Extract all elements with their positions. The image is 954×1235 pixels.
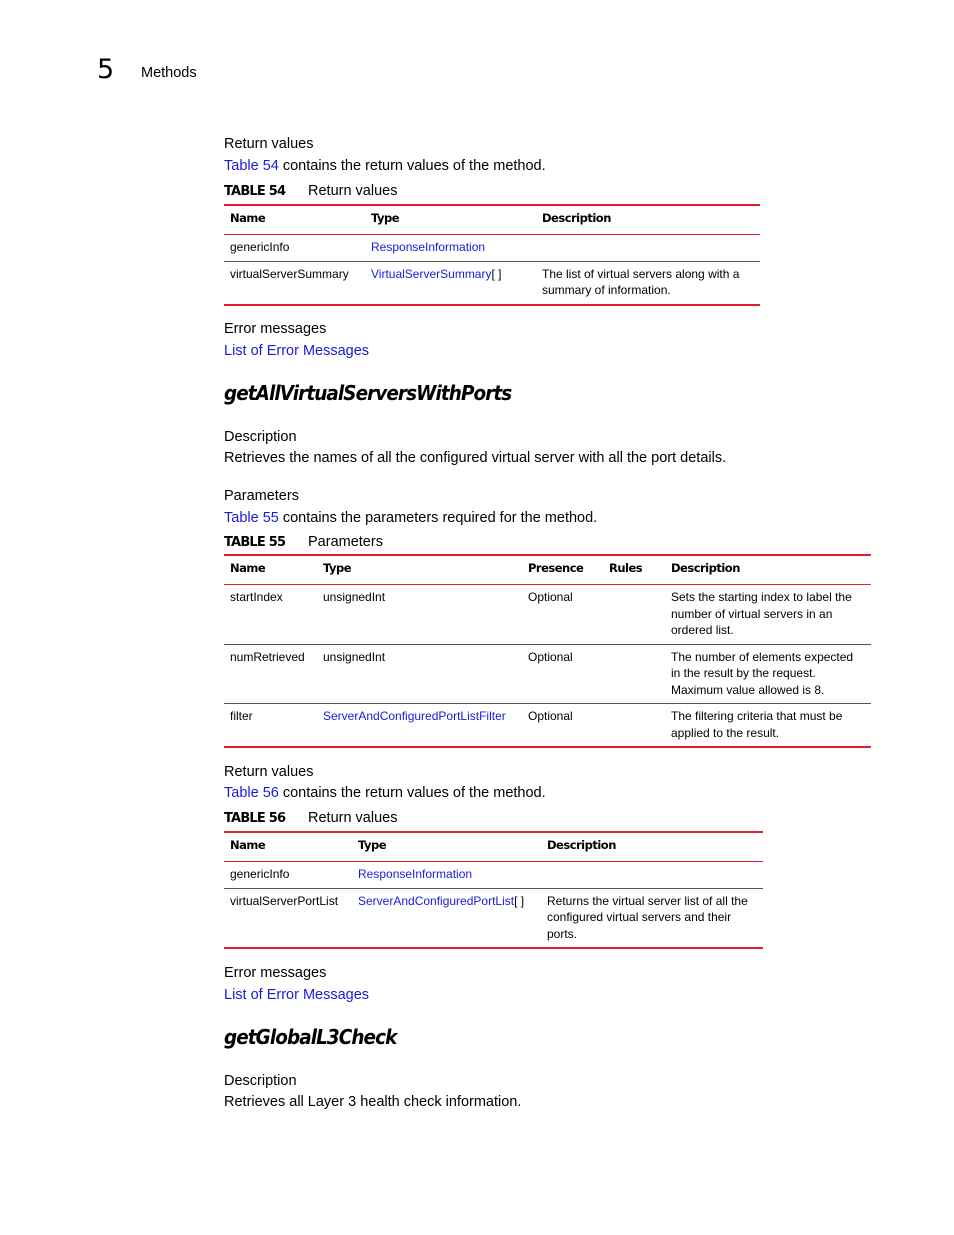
method-title: getAllVirtualServersWithPorts [224,381,512,405]
error-messages-link[interactable]: List of Error Messages [224,343,370,359]
type-link[interactable]: ServerAndConfiguredPortListFilter [323,709,506,723]
cell-type [352,862,541,889]
table-header-row [224,555,871,585]
cell-description: The list of virtual servers along with a summary of information. [536,261,760,305]
error-messages-heading: Error messages [224,965,327,981]
table-row [224,704,871,748]
table-title: Return values [308,183,398,199]
table-54 [224,204,760,306]
table-title: Return values [308,810,398,826]
cell-description: The number of elements expected in the result by the request. Maximum value allowed is 8. [665,644,871,704]
cell-rules [603,644,665,704]
column-header: Name [224,555,317,585]
error-messages-paragraph [224,343,369,359]
description-heading: Description [224,429,297,445]
table-56 [224,831,763,949]
table-row [224,862,763,889]
description-text: Retrieves the names of all the configured virtual server with all the port details. [224,450,727,466]
cell-type [365,235,536,262]
cell-rules [603,585,665,645]
column-header: Type [365,205,536,235]
column-header: Presence [522,555,603,585]
error-messages-paragraph [224,987,369,1003]
cell-description: Sets the starting index to label the number of virtual servers in an ordered list. [665,585,871,645]
column-header: Type [317,555,522,585]
cell-type [365,261,536,305]
cell-type [317,704,522,748]
cell-name: genericInfo [224,862,352,889]
cell-name: genericInfo [224,235,365,262]
intro-text: contains the parameters required for the method. [278,510,598,526]
type-link[interactable]: ServerAndConfiguredPortList [358,893,515,908]
cell-rules [603,704,665,748]
table-55-link[interactable]: Table 55 [224,510,279,526]
column-header: Description [536,205,760,235]
cell-description: Returns the virtual server list of all the configured virtual servers and their ports. [541,888,763,948]
table-row [224,644,871,704]
parameters-heading: Parameters [224,488,299,504]
description-heading: Description [224,1073,297,1089]
chapter-title: Methods [141,65,197,81]
return-values-intro [224,785,546,801]
table-title: Parameters [308,534,383,550]
table-54-caption [224,183,397,199]
table-56-link[interactable]: Table 56 [224,785,279,801]
table-label: TABLE 56 [224,811,286,826]
method-title: getGlobalL3Check [224,1025,397,1049]
table-55 [224,554,871,748]
table-header-row [224,205,760,235]
column-header: Name [224,205,365,235]
cell-presence: Optional [522,644,603,704]
cell-description [541,862,763,889]
error-messages-heading: Error messages [224,321,327,337]
cell-name: numRetrieved [224,644,317,704]
type-link[interactable]: ResponseInformation [358,867,473,881]
cell-presence: Optional [522,585,603,645]
table-header-row [224,832,763,862]
column-header: Type [352,832,541,862]
table-row [224,585,871,645]
cell-name: virtualServerSummary [224,261,365,305]
cell-name: filter [224,704,317,748]
return-values-heading: Return values [224,764,314,780]
column-header: Description [541,832,763,862]
cell-presence: Optional [522,704,603,748]
description-text: Retrieves all Layer 3 health check information. [224,1094,522,1110]
column-header: Name [224,832,352,862]
type-suffix: [ ] [514,893,525,908]
table-row [224,888,763,948]
cell-description: The filtering criteria that must be applied to the result. [665,704,871,748]
table-55-caption [224,534,383,550]
intro-text: contains the return values of the method. [278,158,546,174]
intro-text: contains the return values of the method. [278,785,546,801]
cell-name: startIndex [224,585,317,645]
cell-type: unsignedInt [317,585,522,645]
return-values-intro [224,158,546,174]
table-row [224,235,760,262]
type-link[interactable]: ResponseInformation [371,240,486,254]
cell-type: unsignedInt [317,644,522,704]
type-link[interactable]: VirtualServerSummary [371,266,492,281]
return-values-heading: Return values [224,136,314,152]
table-label: TABLE 55 [224,535,286,550]
column-header: Description [665,555,871,585]
table-56-caption [224,810,397,826]
cell-description [536,235,760,262]
table-label: TABLE 54 [224,184,286,199]
cell-type [352,888,541,948]
chapter-number: 5 [97,54,115,85]
table-54-link[interactable]: Table 54 [224,158,279,174]
type-suffix: [ ] [491,266,502,281]
column-header: Rules [603,555,665,585]
cell-name: virtualServerPortList [224,888,352,948]
parameters-intro [224,510,597,526]
table-row [224,261,760,305]
error-messages-link[interactable]: List of Error Messages [224,987,370,1003]
